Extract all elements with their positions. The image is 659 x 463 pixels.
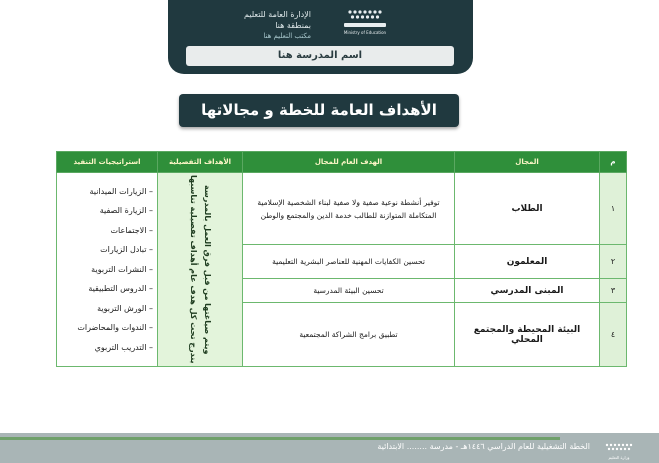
footer-ministry-caption: وزارة التعليم: [608, 455, 630, 460]
list-item: – الزيارات الميدانية: [89, 186, 153, 196]
row-goal: تحسين البيئة المدرسية: [243, 279, 455, 303]
detailed-goals-line-1: يندرج تحت كل هدف عام أهداف تفصيلية تناسبها: [189, 175, 198, 364]
col-header-detailed-goals: الأهداف التفصيلية: [158, 152, 243, 173]
col-header-field: المجال: [455, 152, 600, 173]
list-item: – الزيارة الصفية: [99, 206, 153, 216]
school-name-bar: اسم المدرسة هنا: [186, 46, 454, 66]
row-number: ٤: [600, 303, 627, 367]
page-title: الأهداف العامة للخطة و مجالاتها: [179, 94, 459, 127]
row-field: المعلمون: [455, 245, 600, 279]
office-name: مكتب التعليم هنا: [263, 32, 311, 40]
list-item: – تبادل الزيارات: [100, 245, 153, 255]
region-name: بمنطقة هنا: [275, 21, 311, 30]
strategies-cell: [57, 173, 158, 367]
row-field: البيئة المحيطة والمجتمع المحلي: [455, 303, 600, 367]
goals-table: [56, 151, 627, 367]
footer-text: الخطة التشغيلية للعام الدراسي ١٤٤٦هـ - مدرسة ........ الابتدائية: [377, 442, 590, 451]
ministry-caption: Ministry of Education: [343, 30, 387, 35]
row-field: الطلاب: [455, 173, 600, 245]
list-item: – الاجتماعات: [110, 225, 153, 235]
detailed-goals-cell: [158, 173, 243, 367]
list-item: – الدروس التطبيقية: [88, 284, 153, 294]
detailed-goals-line-2: ويتم صياغتها من قبل فرق العمل بالمدرسة: [203, 184, 212, 355]
list-item: – التدريب التربوي: [94, 342, 153, 352]
footer-stripe: [0, 437, 560, 440]
row-goal: تحسين الكفايات المهنية للعناصر البشرية التعليمية: [243, 245, 455, 279]
table-row: [57, 173, 627, 245]
row-number: ١: [600, 173, 627, 245]
row-number: ٢: [600, 245, 627, 279]
row-field: المبنى المدرسي: [455, 279, 600, 303]
header-banner: [168, 0, 473, 74]
col-header-strategies: استراتيجيات التنفيذ: [57, 152, 158, 173]
table-header-row: [57, 152, 627, 173]
list-item: – الورش التربوية: [97, 303, 153, 313]
row-number: ٣: [600, 279, 627, 303]
list-item: – الندوات والمحاضرات: [77, 323, 153, 333]
directorate-name: الإدارة العامة للتعليم: [244, 10, 311, 19]
list-item: – النشرات التربوية: [91, 264, 153, 274]
col-header-general-goal: الهدف العام للمجال: [243, 152, 455, 173]
col-header-num: م: [600, 152, 627, 173]
row-goal: تطبيق برامج الشراكة المجتمعية: [243, 303, 455, 367]
strategies-list: [61, 182, 153, 358]
row-goal: توفير أنشطة نوعية صفية ولا صفية لبناء الشخصية الإسلامية المتكاملة المتوازنة للطالب خدمة الدين والمجتمع والوطن: [243, 173, 455, 245]
